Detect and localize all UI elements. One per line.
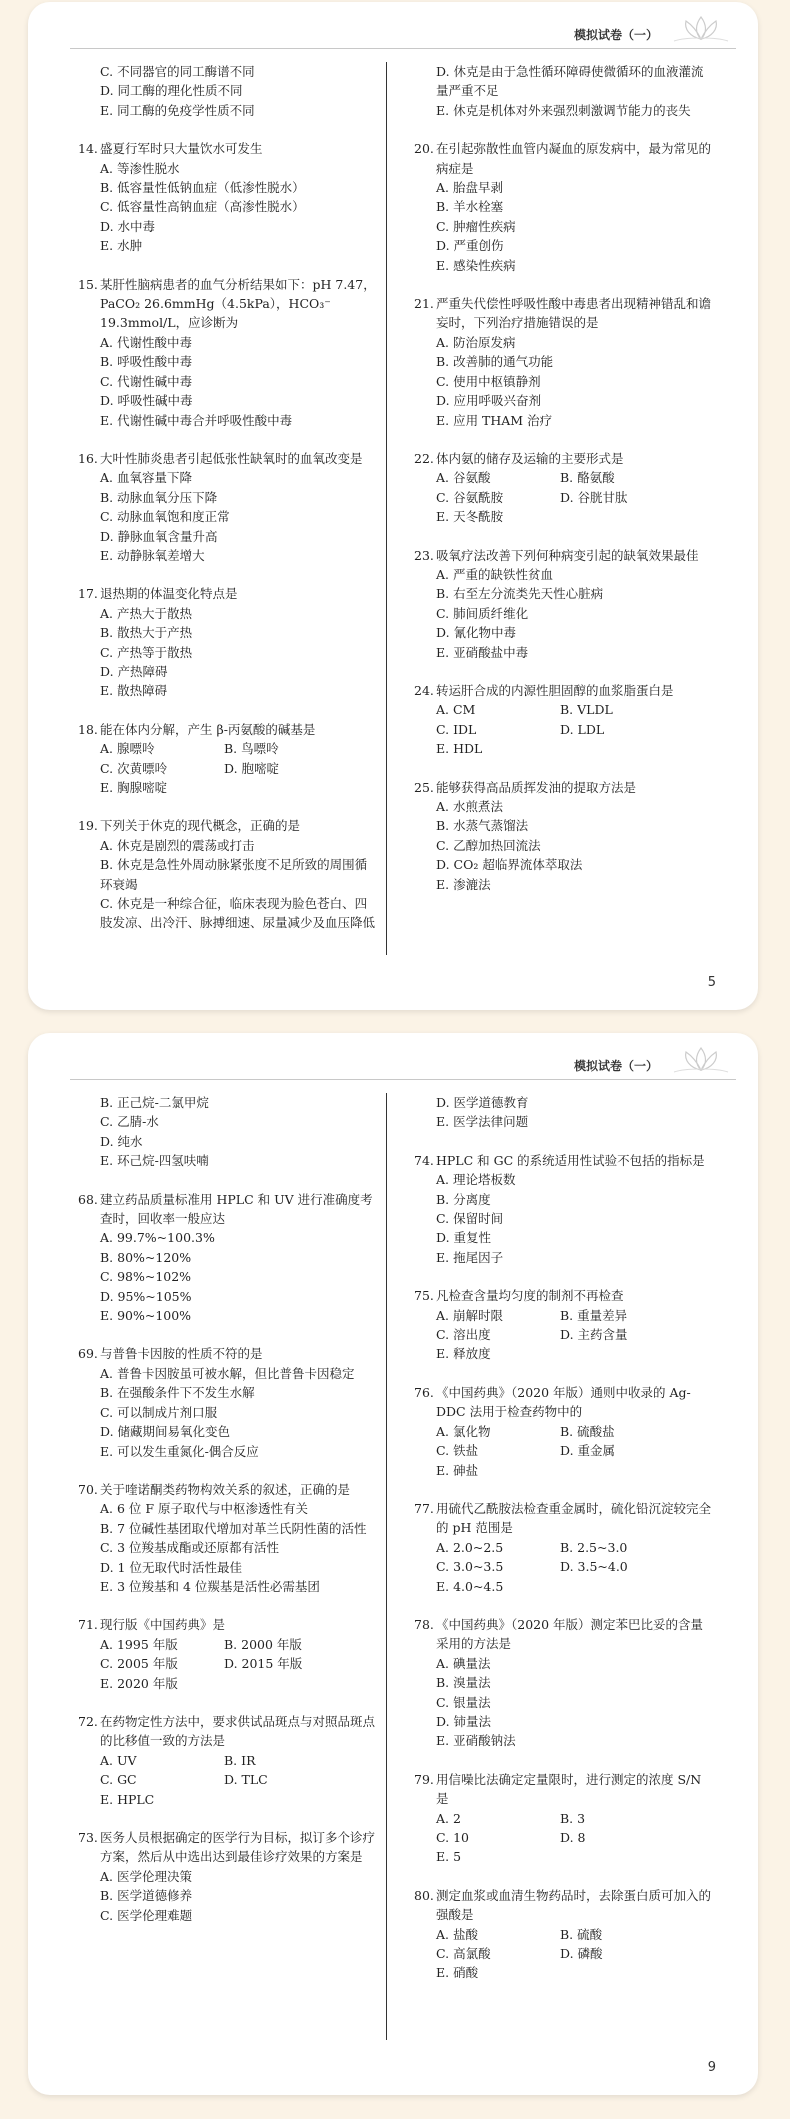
option-row <box>414 1809 714 1828</box>
option: E. 90%~100% <box>100 1308 192 1324</box>
option: B. 呼吸性酸中毒 <box>100 354 193 370</box>
option: A. 理论塔板数 <box>436 1172 516 1188</box>
option: A. 腺嘌呤 <box>100 741 155 757</box>
header-rule <box>70 48 736 49</box>
question-stem <box>414 778 714 797</box>
option: A. CM <box>436 702 476 718</box>
option: D. 同工酶的理化性质不同 <box>100 83 243 99</box>
option: C. 医学伦理难题 <box>100 1907 193 1923</box>
option: C. 溶出度 <box>436 1327 491 1343</box>
option: D. 氰化物中毒 <box>436 625 517 641</box>
option-row <box>414 1538 714 1557</box>
question-stem <box>78 1712 378 1751</box>
question-17 <box>78 584 378 700</box>
option: B. 羊水栓塞 <box>436 199 504 215</box>
question-19 <box>78 816 378 932</box>
option-row <box>414 1944 714 1963</box>
column-divider <box>386 62 387 955</box>
option: C. 乙醇加热回流法 <box>436 837 541 853</box>
question-number: 23. <box>414 547 434 563</box>
option: D. 纯水 <box>100 1133 143 1149</box>
lotus-logo-icon <box>666 1042 736 1076</box>
question-number: 21. <box>414 296 434 312</box>
option: E. 医学法律问题 <box>436 1114 529 1130</box>
question-number: 17. <box>78 586 98 602</box>
question-number: 25. <box>414 779 434 795</box>
option: D. 产热障碍 <box>100 663 168 679</box>
option: D. 储藏期间易氧化变色 <box>100 1424 231 1440</box>
option: B. 溴量法 <box>436 1675 491 1691</box>
question-75 <box>414 1286 714 1364</box>
option-row <box>414 1963 714 1982</box>
question-79 <box>414 1770 714 1867</box>
option: D. 95%~105% <box>100 1288 192 1304</box>
option: E. 硝酸 <box>436 1965 479 1981</box>
option: E. 代谢性碱中毒合并呼吸性酸中毒 <box>100 412 293 428</box>
question-text: 与普鲁卡因胺的性质不符的是 <box>100 1346 263 1362</box>
question-number: 16. <box>78 450 98 466</box>
page-number: 5 <box>707 975 716 990</box>
option-row <box>414 1306 714 1325</box>
question-stem <box>78 720 378 739</box>
option: D. 水中毒 <box>100 218 156 234</box>
question-76 <box>414 1383 714 1480</box>
option-row <box>414 488 714 507</box>
option: E. 可以发生重氮化-偶合反应 <box>100 1443 259 1459</box>
option: E. HPLC <box>100 1791 155 1807</box>
option: B. 硫酸 <box>560 1926 603 1942</box>
page-header-title: 模拟试卷（一） <box>573 28 658 42</box>
question-stem <box>78 816 378 835</box>
option: A. 盐酸 <box>436 1926 478 1942</box>
option: C. 可以制成片剂口服 <box>100 1404 218 1420</box>
option: A. 严重的缺铁性贫血 <box>436 566 553 582</box>
option: B. 鸟嘌呤 <box>224 741 279 757</box>
option: D. 休克是由于急性循环障碍使微循环的血液灌流量严重不足 <box>436 64 704 99</box>
option: E. 应用 THAM 治疗 <box>436 412 553 428</box>
option: B. 散热大于产热 <box>100 625 193 641</box>
question-text: HPLC 和 GC 的系统适用性试验不包括的指标是 <box>436 1152 705 1168</box>
option: A. 普鲁卡因胺虽可被水解，但比普鲁卡因稳定 <box>100 1365 355 1381</box>
question-text: 建立药品质量标准用 HPLC 和 UV 进行准确度考查时，回收率一般应达 <box>100 1191 373 1227</box>
option: C. 高氯酸 <box>436 1946 491 1962</box>
question-stem <box>78 449 378 468</box>
option-row <box>414 1828 714 1847</box>
option-row <box>78 1790 378 1809</box>
option: C. 不同器官的同工酶谱不同 <box>100 64 255 79</box>
question-stem <box>78 1480 378 1499</box>
question-text: 盛夏行军时只大量饮水可发生 <box>100 141 263 157</box>
question-text: 凡检查含量均匀度的制剂不再检查 <box>436 1288 624 1304</box>
option: C. 低容量性高钠血症（高渗性脱水） <box>100 199 305 215</box>
option: D. 胞嘧啶 <box>224 760 280 776</box>
option: E. 5 <box>436 1849 462 1865</box>
option: D. 重复性 <box>436 1230 492 1246</box>
option-row <box>414 1422 714 1441</box>
question-stem <box>414 546 714 565</box>
option: D. 应用呼吸兴奋剂 <box>436 393 542 409</box>
option: A. 防治原发病 <box>436 334 516 350</box>
option-row <box>78 739 378 758</box>
option: D. 1 位无取代时活性最佳 <box>100 1559 242 1575</box>
option: D. 静脉血氧含量升高 <box>100 528 218 544</box>
option: A. 碘量法 <box>436 1655 491 1671</box>
option: E. 3 位羧基和 4 位羰基是活性必需基团 <box>100 1578 320 1594</box>
option: C. 代谢性碱中毒 <box>100 373 193 389</box>
question-stem <box>78 1190 378 1229</box>
option: A. 2 <box>436 1810 461 1826</box>
option: B. 3 <box>560 1810 586 1826</box>
question-stem <box>78 139 378 158</box>
option: E. 同工酶的免疫学性质不同 <box>100 102 255 118</box>
option: B. 在强酸条件下不发生水解 <box>100 1385 255 1401</box>
question-stem <box>414 294 714 333</box>
lotus-logo-icon <box>666 11 736 45</box>
option-row <box>414 739 714 758</box>
question-stem <box>78 584 378 603</box>
option: C. GC <box>100 1772 137 1788</box>
question-number: 14. <box>78 141 98 157</box>
option: C. 动脉血氧饱和度正常 <box>100 509 230 525</box>
question-stem <box>414 139 714 178</box>
continued-options <box>78 1093 378 1171</box>
question-stem <box>414 1151 714 1170</box>
option: E. 环己烷-四氢呋喃 <box>100 1153 209 1169</box>
option-row <box>414 507 714 526</box>
question-stem <box>414 1499 714 1538</box>
question-text: 某肝性脑病患者的血气分析结果如下：pH 7.47，PaCO₂ 26.6mmHg（4.5kPa），HCO₃⁻ 19.3mmol/L，应诊断为 <box>100 276 376 331</box>
option: B. 休克是急性外周动脉紧张度不足所致的周围循环衰竭 <box>100 857 368 892</box>
option: A. 代谢性酸中毒 <box>100 334 192 350</box>
question-text: 转运肝合成的内源性胆固醇的血浆脂蛋白是 <box>436 682 674 698</box>
question-text: 严重失代偿性呼吸性酸中毒患者出现精神错乱和谵妄时，下列治疗措施错误的是 <box>436 296 712 331</box>
question-text: 用硫代乙酰胺法检查重金属时，硫化铅沉淀较完全的 pH 范围是 <box>436 1500 712 1536</box>
option: D. 8 <box>560 1830 586 1845</box>
question-20 <box>414 139 714 275</box>
option-row <box>414 1577 714 1596</box>
option: B. 水蒸气蒸馏法 <box>436 818 529 834</box>
question-25 <box>414 778 714 894</box>
option: E. 拖尾因子 <box>436 1249 504 1265</box>
question-number: 20. <box>414 141 434 157</box>
question-77 <box>414 1499 714 1596</box>
page-5 <box>28 2 758 1010</box>
option: A. 1995 年版 <box>100 1636 178 1652</box>
option-row <box>78 1674 378 1693</box>
option: E. 亚硝酸盐中毒 <box>436 644 529 660</box>
option: E. 散热障碍 <box>100 683 168 699</box>
option: D. CO₂ 超临界流体萃取法 <box>436 857 583 873</box>
question-number: 75. <box>414 1288 434 1304</box>
option: E. 胸腺嘧啶 <box>100 780 168 795</box>
question-78 <box>414 1615 714 1751</box>
question-stem <box>414 1615 714 1654</box>
option: E. 感染性疾病 <box>436 257 516 273</box>
option: C. 乙腈-水 <box>100 1114 159 1130</box>
option: C. 银量法 <box>436 1694 491 1710</box>
option: E. 4.0~4.5 <box>436 1578 504 1594</box>
option-row <box>414 1325 714 1344</box>
question-15 <box>78 275 378 430</box>
question-number: 73. <box>78 1830 98 1845</box>
question-text: 下列关于休克的现代概念，正确的是 <box>100 818 301 834</box>
option: D. 严重创伤 <box>436 238 504 254</box>
header-rule <box>70 1079 736 1080</box>
option: E. 砷盐 <box>436 1462 479 1478</box>
question-number: 15. <box>78 276 98 292</box>
option: C. 3 位羧基成酯或还原都有活性 <box>100 1540 279 1556</box>
option: E. 天冬酰胺 <box>436 509 504 525</box>
option: C. 铁盐 <box>436 1443 479 1459</box>
option: D. TLC <box>224 1772 268 1788</box>
option: B. 改善肺的通气功能 <box>436 354 554 370</box>
question-number: 24. <box>414 682 434 698</box>
option-row <box>414 1344 714 1363</box>
question-23 <box>414 546 714 662</box>
option: B. 右至左分流类先天性心脏病 <box>436 586 604 602</box>
question-69 <box>78 1344 378 1460</box>
question-22 <box>414 449 714 527</box>
option: A. 水煎煮法 <box>436 799 503 814</box>
option: B. 硫酸盐 <box>560 1423 615 1439</box>
question-text: 用信噪比法确定定量限时，进行测定的浓度 S/N 是 <box>436 1771 702 1807</box>
option-row <box>414 1461 714 1480</box>
option: B. 7 位碱性基团取代增加对革兰氏阴性菌的活性 <box>100 1520 367 1536</box>
option: B. 80%~120% <box>100 1249 192 1265</box>
option: A. 99.7%~100.3% <box>100 1230 215 1246</box>
option: C. 2005 年版 <box>100 1656 178 1672</box>
option: E. HDL <box>436 741 483 757</box>
option: D. 医学道德教育 <box>436 1095 529 1110</box>
question-number: 70. <box>78 1481 98 1497</box>
option: A. 氯化物 <box>436 1423 491 1439</box>
question-18 <box>78 720 378 798</box>
question-14 <box>78 139 378 255</box>
option-row <box>78 1635 378 1654</box>
question-70 <box>78 1480 378 1596</box>
question-number: 22. <box>414 450 434 466</box>
question-16 <box>78 449 378 565</box>
question-74 <box>414 1151 714 1267</box>
question-number: 79. <box>414 1771 434 1787</box>
option: D. 2015 年版 <box>224 1656 303 1672</box>
question-stem <box>414 449 714 468</box>
option: B. 低容量性低钠血症（低渗性脱水） <box>100 180 305 196</box>
question-text: 体内氨的储存及运输的主要形式是 <box>436 450 624 466</box>
option-row <box>414 1557 714 1576</box>
option: B. IR <box>224 1752 256 1768</box>
option: C. 次黄嘌呤 <box>100 760 168 776</box>
option-row <box>414 1925 714 1944</box>
option: B. VLDL <box>560 702 613 718</box>
option: A. 崩解时限 <box>436 1307 503 1323</box>
question-24 <box>414 681 714 759</box>
option: B. 重量差异 <box>560 1307 628 1323</box>
continued-options <box>414 62 714 120</box>
question-text: 《中国药典》（2020 年版）测定苯巴比妥的含量采用的方法是 <box>436 1616 704 1652</box>
question-text: 能够获得高品质挥发油的提取方法是 <box>436 779 637 795</box>
option: D. 磷酸 <box>560 1946 603 1962</box>
option: E. 动静脉氧差增大 <box>100 547 205 563</box>
option-row <box>78 759 378 778</box>
option: B. 酪氨酸 <box>560 470 615 486</box>
option: D. 铈量法 <box>436 1713 492 1729</box>
option: C. 10 <box>436 1830 469 1845</box>
page-9 <box>28 1033 758 2095</box>
option: A. 产热大于散热 <box>100 605 192 621</box>
option-row <box>78 778 378 797</box>
question-73 <box>78 1828 378 1925</box>
question-number: 69. <box>78 1346 98 1362</box>
option: A. 休克是剧烈的震荡或打击 <box>100 837 255 853</box>
question-stem <box>78 1615 378 1634</box>
option: C. 休克是一种综合征，临床表现为脸色苍白、四肢发凉、出冷汗、脉搏细速、尿量减少及血压降低 <box>100 896 376 931</box>
question-stem <box>414 1886 714 1925</box>
question-72 <box>78 1712 378 1809</box>
question-stem <box>414 681 714 700</box>
option: E. 亚硝酸钠法 <box>436 1733 516 1749</box>
question-text: 在引起弥散性血管内凝血的原发病中，最为常见的病症是 <box>436 141 712 176</box>
option: C. 使用中枢镇静剂 <box>436 373 541 389</box>
question-stem <box>78 1344 378 1363</box>
option-row <box>414 700 714 719</box>
left-column <box>78 1093 378 1944</box>
right-column <box>414 62 714 913</box>
question-number: 76. <box>414 1384 434 1400</box>
option-row <box>414 1441 714 1460</box>
option: C. 产热等于散热 <box>100 644 193 660</box>
page-header-title: 模拟试卷（一） <box>573 1059 658 1073</box>
option-row <box>78 1751 378 1770</box>
question-text: 关于喹诺酮类药物构效关系的叙述，正确的是 <box>100 1481 351 1497</box>
option-row <box>78 1770 378 1789</box>
continued-options <box>414 1093 714 1132</box>
option: D. LDL <box>560 721 605 737</box>
question-21 <box>414 294 714 430</box>
question-number: 18. <box>78 721 98 737</box>
option: C. 谷氨酰胺 <box>436 489 504 505</box>
question-text: 《中国药典》（2020 年版）通则中收录的 Ag-DDC 法用于检查药物中的 <box>436 1384 691 1420</box>
option: B. 2000 年版 <box>224 1636 302 1652</box>
right-column <box>414 1093 714 2002</box>
question-number: 72. <box>78 1713 98 1729</box>
option: C. 保留时间 <box>436 1211 504 1227</box>
question-text: 能在体内分解，产生 β-丙氨酸的碱基是 <box>100 721 316 737</box>
option-row <box>78 1654 378 1673</box>
option: B. 2.5~3.0 <box>560 1539 628 1555</box>
question-number: 19. <box>78 818 98 834</box>
option: C. IDL <box>436 721 477 737</box>
option-row <box>414 1847 714 1866</box>
question-71 <box>78 1615 378 1693</box>
question-text: 在药物定性方法中，要求供试品斑点与对照品斑点的比移值一致的方法是 <box>100 1713 376 1749</box>
option: A. 2.0~2.5 <box>436 1539 504 1555</box>
option: E. 水肿 <box>100 238 143 254</box>
question-stem <box>78 1828 378 1867</box>
page-number: 9 <box>707 2060 716 2075</box>
option-row <box>414 468 714 487</box>
question-number: 71. <box>78 1617 98 1633</box>
question-text: 吸氧疗法改善下列何种病变引起的缺氧效果最佳 <box>436 547 699 563</box>
option: E. 渗漉法 <box>436 876 491 892</box>
option: D. 谷胱甘肽 <box>560 489 628 505</box>
option: A. UV <box>100 1752 137 1768</box>
question-text: 现行版《中国药典》是 <box>100 1617 226 1633</box>
question-number: 68. <box>78 1191 98 1207</box>
option: C. 98%~102% <box>100 1269 192 1285</box>
left-column <box>78 62 378 952</box>
question-68 <box>78 1190 378 1326</box>
option: E. 休克是机体对外来强烈刺激调节能力的丧失 <box>436 102 691 118</box>
question-number: 77. <box>414 1500 434 1516</box>
continued-options <box>78 62 378 120</box>
question-text: 退热期的体温变化特点是 <box>100 586 238 602</box>
option: D. 主药含量 <box>560 1327 628 1343</box>
question-text: 医务人员根据确定的医学行为目标，拟订多个诊疗方案，然后从中选出达到最佳诊疗效果的方案是 <box>100 1830 376 1865</box>
option: D. 重金属 <box>560 1443 616 1459</box>
option-row <box>414 720 714 739</box>
option: A. 胎盘早剥 <box>436 180 503 196</box>
option: A. 等渗性脱水 <box>100 160 180 176</box>
question-stem <box>414 1770 714 1809</box>
question-number: 74. <box>414 1152 434 1168</box>
question-stem <box>414 1286 714 1305</box>
option: A. 血氧容量下降 <box>100 470 192 486</box>
option: E. 2020 年版 <box>100 1675 178 1691</box>
option: B. 正己烷-二氯甲烷 <box>100 1095 209 1110</box>
option: C. 3.0~3.5 <box>436 1559 504 1575</box>
option: C. 肿瘤性疾病 <box>436 218 516 234</box>
question-80 <box>414 1886 714 1983</box>
option: A. 医学伦理决策 <box>100 1868 192 1884</box>
option: A. 6 位 F 原子取代与中枢渗透性有关 <box>100 1501 309 1517</box>
column-divider <box>386 1093 387 2040</box>
option: B. 医学道德修养 <box>100 1888 193 1904</box>
option: E. 释放度 <box>436 1346 491 1362</box>
option: C. 肺间质纤维化 <box>436 605 529 621</box>
question-text: 大叶性肺炎患者引起低张性缺氧时的血氧改变是 <box>100 450 363 466</box>
question-number: 78. <box>414 1616 434 1632</box>
option: D. 3.5~4.0 <box>560 1559 628 1575</box>
question-stem <box>414 1383 714 1422</box>
option: D. 呼吸性碱中毒 <box>100 393 193 409</box>
question-stem <box>78 275 378 333</box>
option: B. 分离度 <box>436 1191 491 1207</box>
question-number: 80. <box>414 1887 434 1903</box>
option: B. 动脉血氧分压下降 <box>100 489 218 505</box>
option: A. 谷氨酸 <box>436 470 491 486</box>
question-text: 测定血浆或血清生物药品时，去除蛋白质可加入的强酸是 <box>436 1887 712 1923</box>
